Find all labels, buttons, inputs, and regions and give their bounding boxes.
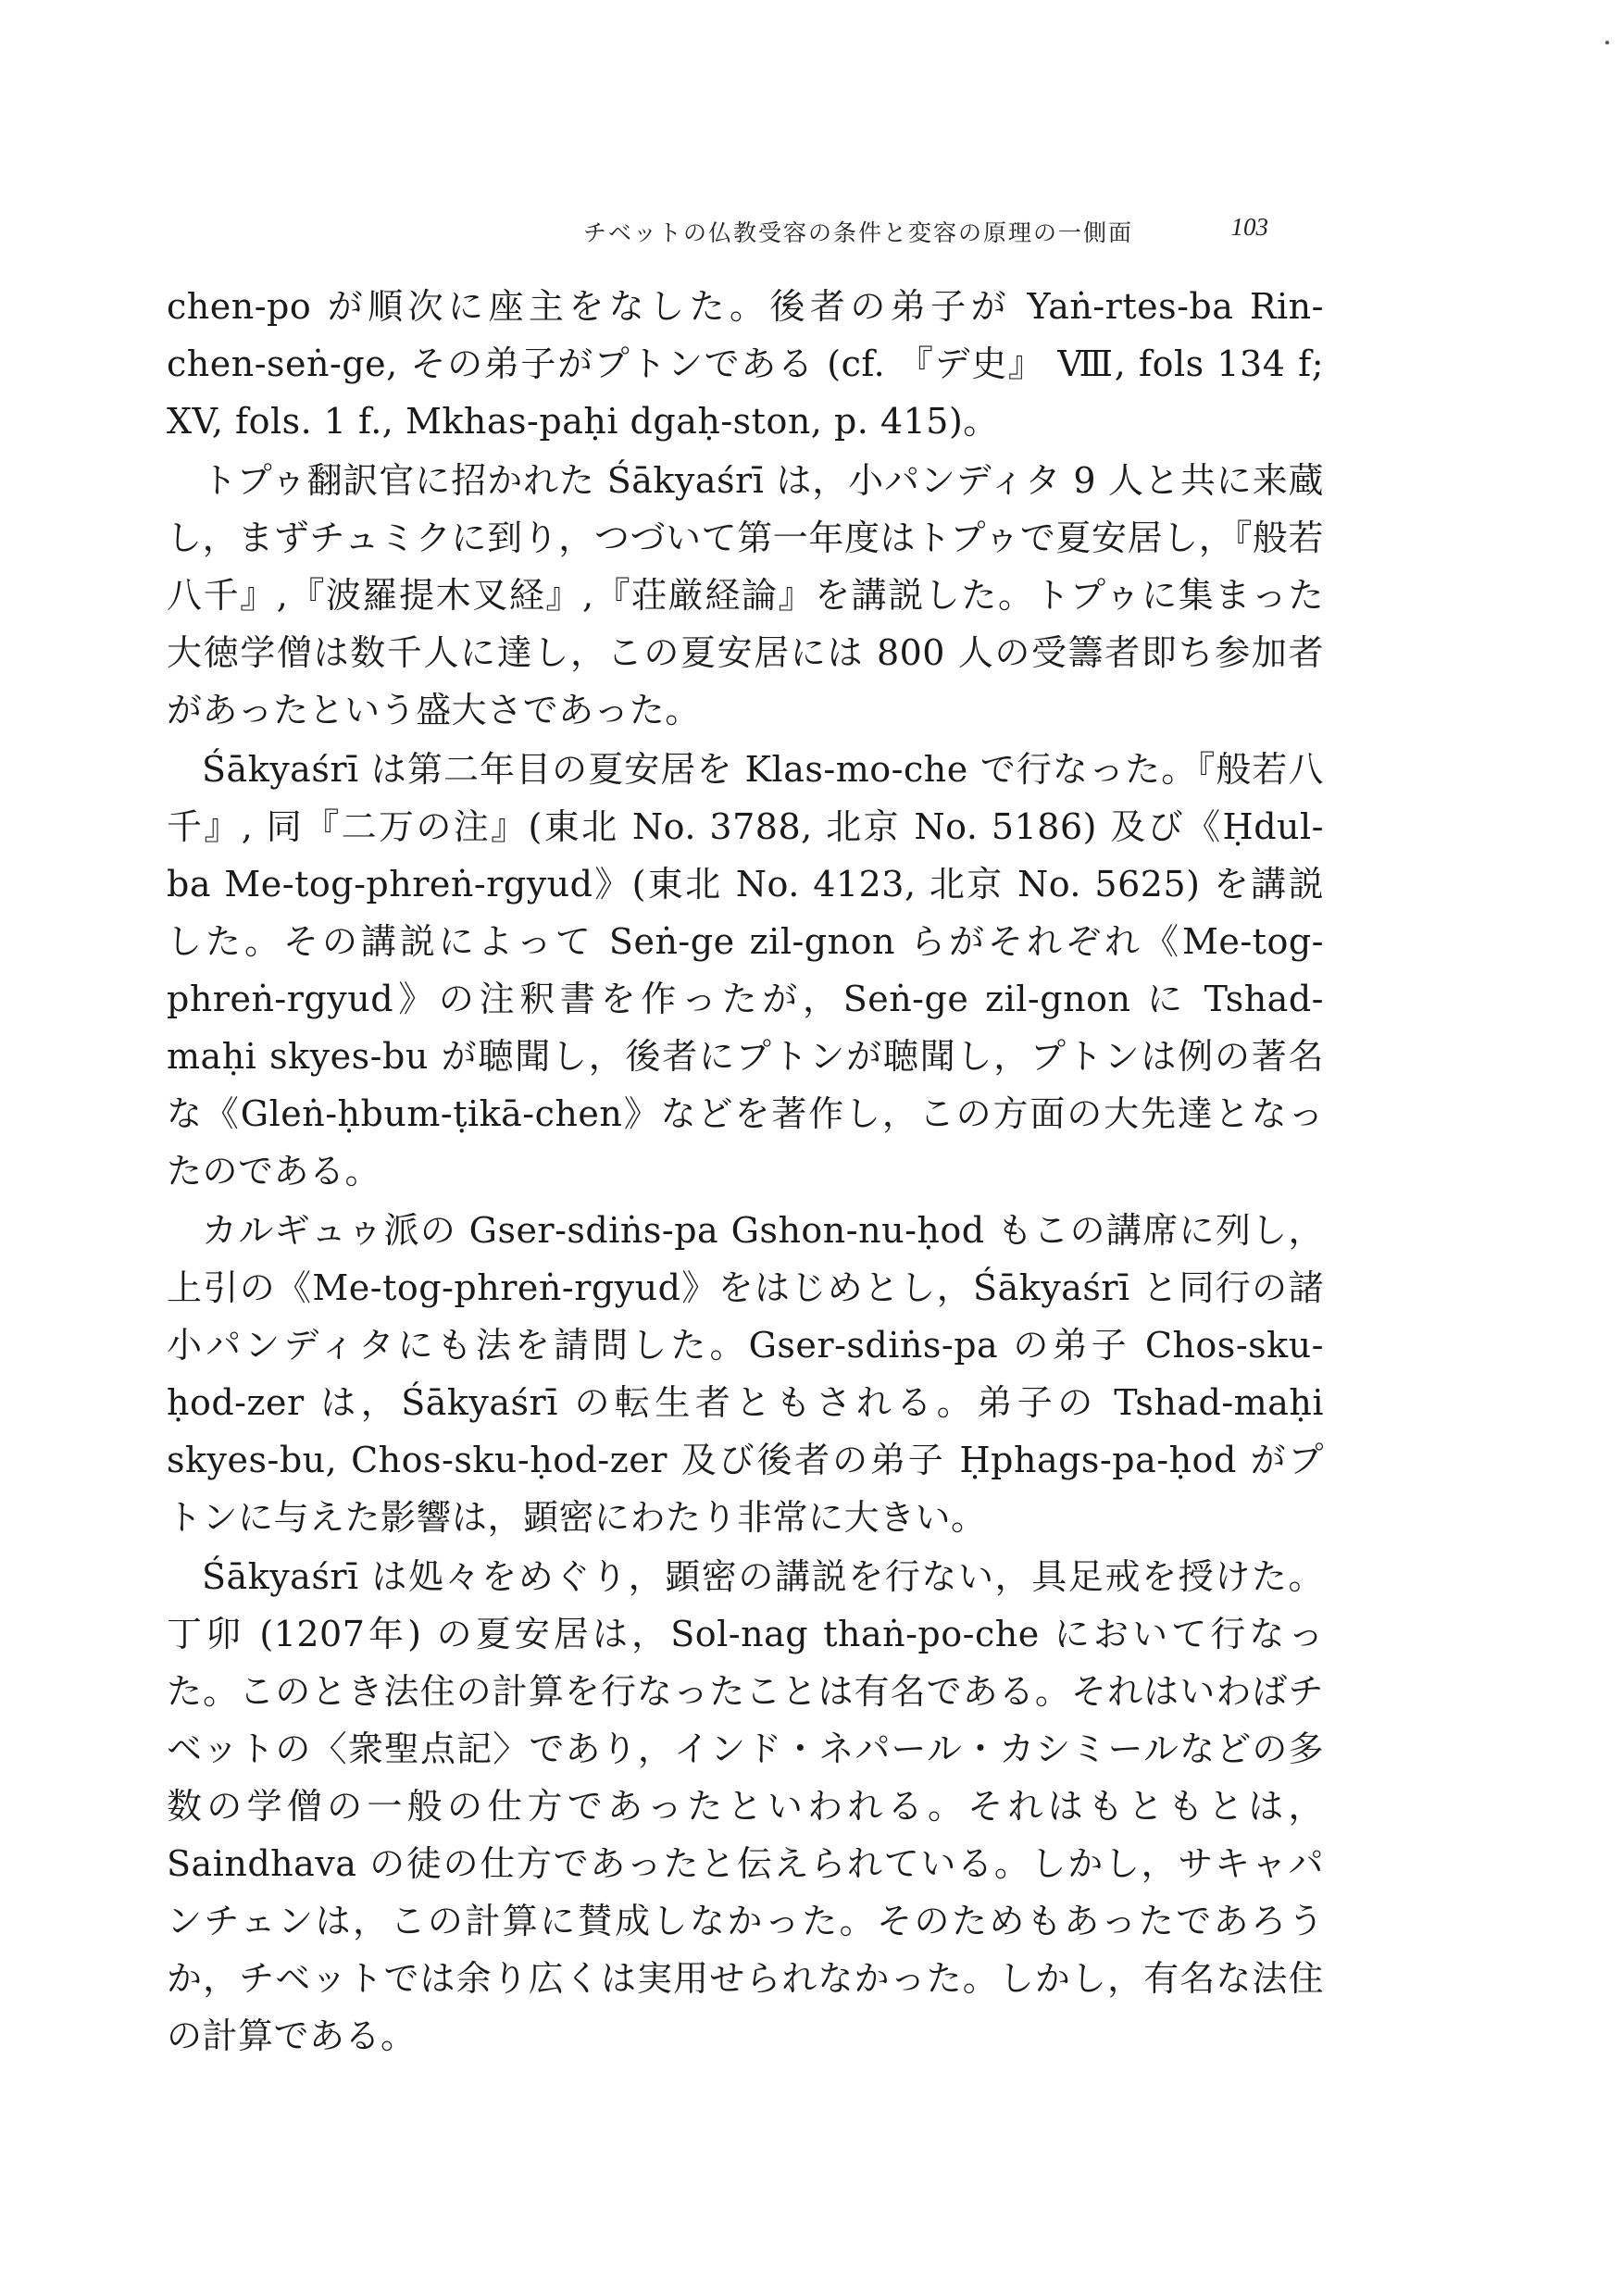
paragraph-5: Śākyaśrī は処々をめぐり，顕密の講説を行ない，具足戒を授けた。丁卯 (1207年) の夏安居は，Sol-nag thaṅ-po-che において行なった。このとき法住の計算を行なったことは有名である。それはいわばチベットの〈衆聖点記〉であり，インド・ネパール・カシミールなどの多数の学僧の一般の仕方であったといわれる。それはもともとは，Saindhava の徒の仕方であったと伝えられている。しかし，サキャパンチェンは，この計算に賛成しなかった。そのためもあったであろうか，チベットでは余り広くは実用せられなかった。しかし，有名な法住の計算である。 [167, 1556, 1324, 2056]
paragraph-4: カルギュゥ派の Gser-sdiṅs-pa Gshon-nu-ḥod もこの講席に列し，上引の《Me-tog-phreṅ-rgyud》をはじめとし，Śākyaśrī と同行の諸小パンディタにも法を請問した。Gser-sdiṅs-pa の弟子 Chos-sku-ḥod-zer は，Śākyaśrī の転生者ともされる。弟子の Tshad-maḥi skyes-bu, Chos-sku-ḥod-zer 及び後者の弟子 Ḥphags-pa-ḥod がプトンに与えた影響は，顕密にわたり非常に大きい。 [167, 1210, 1324, 1538]
paragraph-3: Śākyaśrī は第二年目の夏安居を Klas-mo-che で行なった。『般若八千』, 同『二万の注』(東北 No. 3788, 北京 No. 5186) 及び《Ḥdul-ba Me-tog-phreṅ-rgyud》(東北 No. 4123, 北京 No. 5625) を講説した。その講説によって Seṅ-ge zil-gnon らがそれぞれ《Me-tog-phreṅ-rgyud》の注釈書を作ったが，Seṅ-ge zil-gnon に Tshad-maḥi skyes-bu が聴聞し，後者にプトンが聴聞し，プトンは例の著名な《Gleṅ-ḥbum-ṭikā-chen》などを著作し，この方面の大先達となったのである。 [167, 749, 1324, 1192]
page-number: 103 [1230, 213, 1268, 241]
page-header [583, 215, 1268, 252]
running-title: チベットの仏教受容の条件と変容の原理の一側面 [583, 219, 1134, 246]
paragraph-2: トプゥ翻訳官に招かれた Śākyaśrī は，小パンディタ 9 人と共に来蔵し，まずチュミクに到り，つづいて第一年度はトプゥで夏安居し，『般若八千』,『波羅提木叉経』,『荘厳経論』を講説した。トプゥに集まった大徳学僧は数千人に達し，この夏安居には 800 人の受籌者即ち参加者があったという盛大さであった。 [167, 460, 1324, 730]
paragraph-1: chen-po が順次に座主をなした。後者の弟子が Yaṅ-rtes-ba Rin-chen-seṅ-ge, その弟子がプトンである (cf. 『デ史』 Ⅷ, fols 134 f; XV, fols. 1 f., Mkhas-paḥi dgaḥ-ston, p. 415)。 [167, 286, 1324, 442]
scan-speck [1605, 41, 1609, 44]
body-text [167, 278, 1324, 2065]
